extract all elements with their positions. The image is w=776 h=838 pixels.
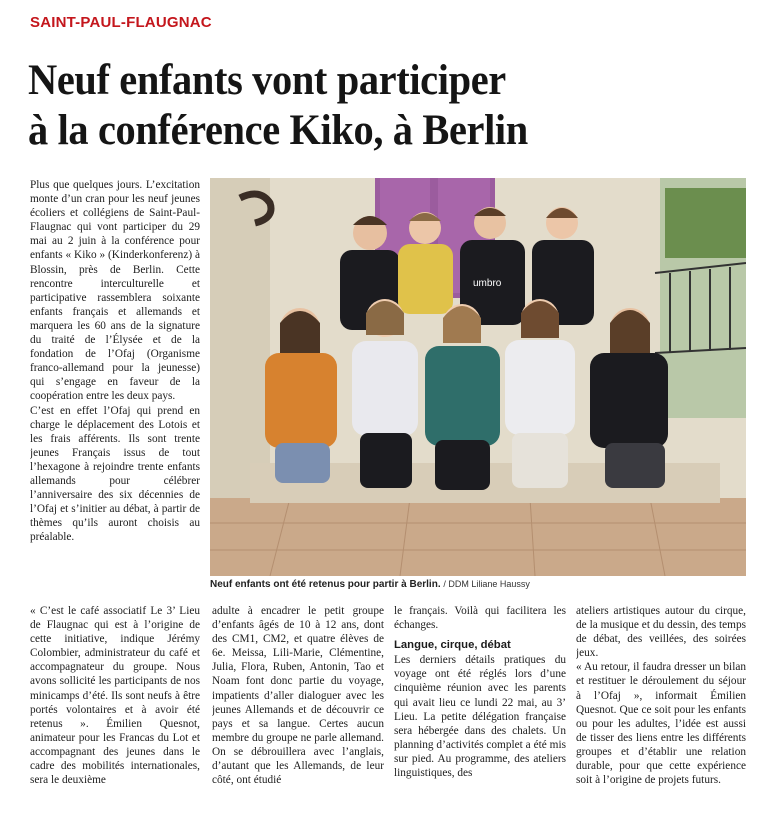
article-column-4 bbox=[576, 604, 746, 832]
paragraph: Plus que quelques jours. L’excitation monte d’un cran pour les neuf jeunes écoliers et collégiens de Saint-Paul-Flaugnac qui vont participer du 29 mai au 2 juin à la conférence pour enfants « Kiko » (Kinderkonferenz) à Blossin, près de Berlin. Cette rencontre interculturelle et participative rassemblera soixante enfants français et allemands et marquera les 60 ans de la signature du traité de l’Élysée et de la fondation de l’Ofaj (Organisme franco-allemand pour la jeunesse) qui s’engage en faveur de la coopération entre les deux pays. bbox=[30, 179, 200, 403]
subheading: Langue, cirque, débat bbox=[394, 639, 511, 652]
article-column-1-continued bbox=[30, 604, 200, 832]
paragraph: Les derniers détails pratiques du voyage ont été réglés lors d’une cinquième réunion avec les parents qui avait lieu ce lundi 22 mai, au 3’ Lieu. La petite délégation française sera hébergée dans des chalets. Un planning d’activités complet a été mis sur pied. Au programme, des ateliers linguistiques, des bbox=[394, 654, 566, 780]
paragraph: « C’est le café associatif Le 3’ Lieu de Flaugnac qui est à l’origine de cette initiative, indique Jérémy Colombier, administrateur du café et accompagnateur du groupe. Nous avons sollicité les participants de nos minicamps d’été. Ils sont neufs à être portés volontaires et à avoir été retenus ». Émilien Quesnot, animateur pour les Francas du Lot et accompagnant des jeunes dans le cadre des mobilités internationales, sera le deuxième bbox=[30, 605, 200, 787]
shirt-logo-text: umbro bbox=[473, 278, 502, 289]
article-column-2 bbox=[212, 604, 384, 832]
paragraph: adulte à encadrer le petit groupe d’enfants âgés de 10 à 12 ans, dont des CM1, CM2, et quatre élèves de 6e. Meissa, Lili-Marie, Clémentine, Julia, Flora, Ruben, Antonin, Tao et Noam font donc partie du voyage, impatients d’aller dialoguer avec les jeunes Allemands et de découvrir ce pays et sa langue. Certes aucun membre du groupe ne parle allemand. On se débrouillera avec l’anglais, d’autant que les Allemands, de leur côté, ont étudié bbox=[212, 605, 384, 787]
article-column-1 bbox=[30, 178, 200, 600]
paragraph: C’est en effet l’Ofaj qui prend en charge le déplacement des Lotois et les frais afférents. Ils sont trente jeunes Français issus de tout l’hexagone à rejoindre trente enfants allemands pour célébrer l’anniversaire des six décennies de l’Ofaj et s’initier au débat, à partir de thèmes qu’ils auront choisis au préalable. bbox=[30, 404, 200, 544]
children-photo-illustration bbox=[210, 178, 746, 576]
paragraph: le français. Voilà qui facilitera les échanges. bbox=[394, 605, 566, 632]
photo-credit: / DDM Liliane Haussy bbox=[443, 579, 530, 589]
tiled-floor bbox=[210, 498, 746, 576]
caption-text: Neuf enfants ont été retenus pour partir à Berlin. bbox=[210, 579, 441, 590]
group-photo bbox=[210, 178, 746, 576]
headline bbox=[28, 56, 714, 156]
section-kicker: SAINT-PAUL-FLAUGNAC bbox=[30, 14, 212, 31]
headline-line-2: à la conférence Kiko, à Berlin bbox=[28, 107, 528, 154]
headline-line-1: Neuf enfants vont participer bbox=[28, 57, 506, 104]
photo-caption bbox=[210, 579, 746, 590]
paragraph: ateliers artistiques autour du cirque, de la musique et du dessin, des temps de débat, des veillées, des soirées jeux. bbox=[576, 605, 746, 660]
article-column-3 bbox=[394, 604, 566, 832]
paragraph: « Au retour, il faudra dresser un bilan et restituer le déroulement du séjour à l’Ofaj », informait Émilien Quesnot. Que ce soit pour les enfants ou pour les adultes, l’idée est aussi de tisser des liens entre les différents groupes et d’établir une relation durable, pour que cette expérience soit à l’origine de projets futurs. bbox=[576, 661, 746, 787]
